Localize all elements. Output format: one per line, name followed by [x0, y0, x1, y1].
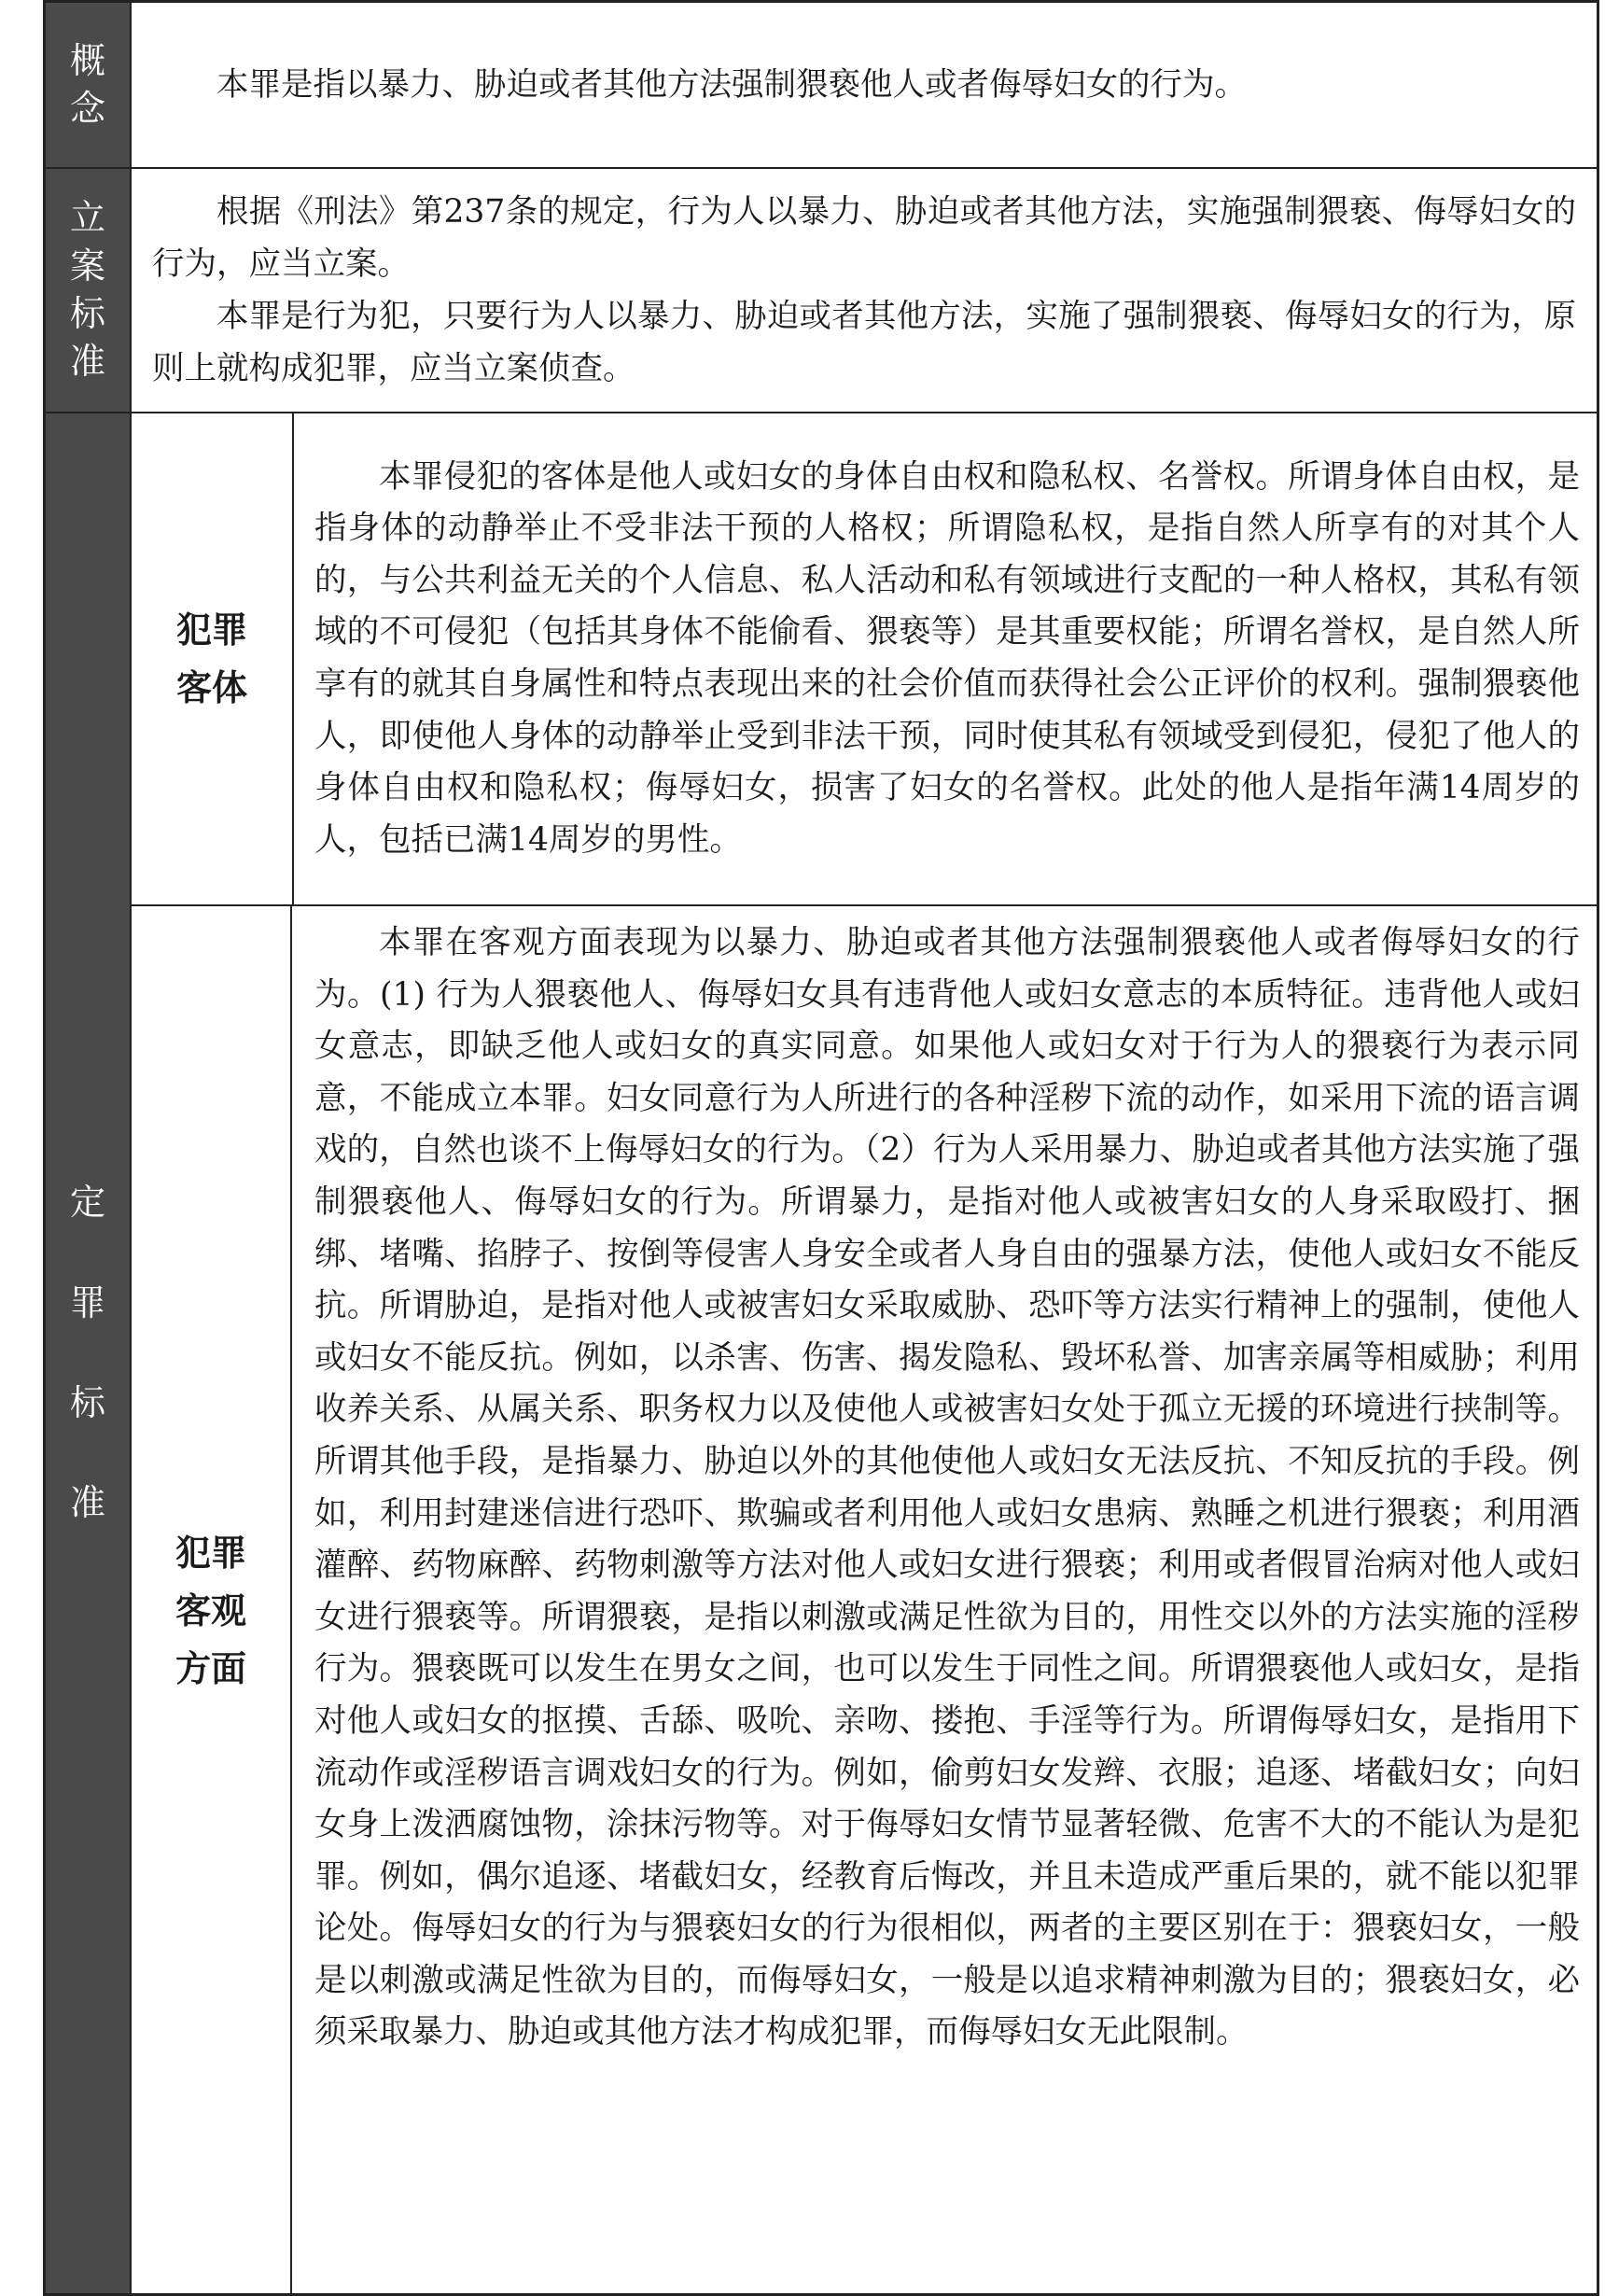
- concept-content: [132, 3, 1597, 167]
- conviction-standard-label: 定 罪 标 准: [46, 413, 132, 2293]
- crime-object-content: [294, 413, 1597, 904]
- filing-paragraph-2: 本罪是行为犯，只要行为人以暴力、胁迫或者其他方法，实施了强制猥亵、侮辱妇女的行为，原则上就构成犯罪，应当立案侦查。: [152, 298, 1576, 387]
- conviction-standard-row: [46, 413, 1597, 2293]
- filing-paragraph-1: 根据《刑法》第237条的规定，行为人以暴力、胁迫或者其他方法，实施强制猥亵、侮辱妇女的行为，应当立案。: [152, 193, 1576, 283]
- concept-row: [46, 3, 1597, 169]
- crime-object-section: [132, 413, 1597, 906]
- crime-objective-label: 犯罪 客观 方面: [132, 906, 292, 2293]
- concept-label: 概 念: [46, 3, 132, 167]
- crime-object-text: 本罪侵犯的客体是他人或妇女的身体自由权和隐私权、名誉权。所谓身体自由权，是指身体的动静举止不受非法干预的人格权；所谓隐私权，是指自然人所享有的对其个人的，与公共利益无关的个人信息、私人活动和私有领域进行支配的一种人格权，其私有领域的不可侵犯（包括其身体不能偷看、猥亵等）是其重要权能；所谓名誉权，是自然人所享有的就其自身属性和特点表现出来的社会价值而获得社会公正评价的权利。强制猥亵他人，即使他人身体的动静举止受到非法干预，同时使其私有领域受到侵犯，侵犯了他人的身体自由权和隐私权；侮辱妇女，损害了妇女的名誉权。此处的他人是指年满14周岁的人，包括已满14周岁的男性。: [314, 457, 1580, 859]
- filing-standard-row: [46, 169, 1597, 413]
- criminal-standards-table: [43, 0, 1599, 2296]
- filing-standard-content: [132, 169, 1597, 412]
- filing-standard-label: 立 案 标 准: [46, 169, 132, 412]
- crime-object-label: 犯罪 客体: [132, 413, 294, 904]
- crime-objective-section: [132, 906, 1597, 2293]
- concept-text: 本罪是指以暴力、胁迫或者其他方法强制猥亵他人或者侮辱妇女的行为。: [216, 66, 1247, 104]
- crime-objective-text: 本罪在客观方面表现为以暴力、胁迫或者其他方法强制猥亵他人或者侮辱妇女的行为。(1) 行为人猥亵他人、侮辱妇女具有违背他人或妇女意志的本质特征。违背他人或妇女意志，即缺乏他人或妇女的真实同意。如果他人或妇女对于行为人的猥亵行为表示同意，不能成立本罪。妇女同意行为人所进行的各种淫秽下流的动作，如采用下流的语言调戏的，自然也谈不上侮辱妇女的行为。（2）行为人采用暴力、胁迫或者其他方法实施了强制猥亵他人、侮辱妇女的行为。所谓暴力，是指对他人或被害妇女的人身采取殴打、捆绑、堵嘴、掐脖子、按倒等侵害人身安全或者人身自由的强暴方法，使他人或妇女不能反抗。所谓胁迫，是指对他人或被害妇女采取威胁、恐吓等方法实行精神上的强制，使他人或妇女不能反抗。例如，以杀害、伤害、揭发隐私、毁坏私誉、加害亲属等相威胁；利用收养关系、从属关系、职务权力以及使他人或被害妇女处于孤立无援的环境进行挟制等。所谓其他手段，是指暴力、胁迫以外的其他使他人或妇女无法反抗、不知反抗的手段。例如，利用封建迷信进行恐吓、欺骗或者利用他人或妇女患病、熟睡之机进行猥亵；利用酒灌醉、药物麻醉、药物刺激等方法对他人或妇女进行猥亵；利用或者假冒治病对他人或妇女进行猥亵等。所谓猥亵，是指以刺激或满足性欲为目的，用性交以外的方法实施的淫秽行为。猥亵既可以发生在男女之间，也可以发生于同性之间。所谓猥亵他人或妇女，是指对他人或妇女的抠摸、舌舔、吸吮、亲吻、搂抱、手淫等行为。所谓侮辱妇女，是指用下流动作或淫秽语言调戏妇女的行为。例如，偷剪妇女发辫、衣服；追逐、堵截妇女；向妇女身上泼洒腐蚀物，涂抹污物等。对于侮辱妇女情节显著轻微、危害不大的不能认为是犯罪。例如，偶尔追逐、堵截妇女，经教育后悔改，并且未造成严重后果的，就不能以犯罪论处。侮辱妇女的行为与猥亵妇女的行为很相似，两者的主要区别在于：猥亵妇女，一般是以刺激或满足性欲为目的，而侮辱妇女，一般是以追求精神刺激为目的；猥亵妇女，必须采取暴力、胁迫或其他方法才构成犯罪，而侮辱妇女无此限制。: [314, 924, 1580, 2051]
- crime-objective-content: [294, 906, 1597, 2293]
